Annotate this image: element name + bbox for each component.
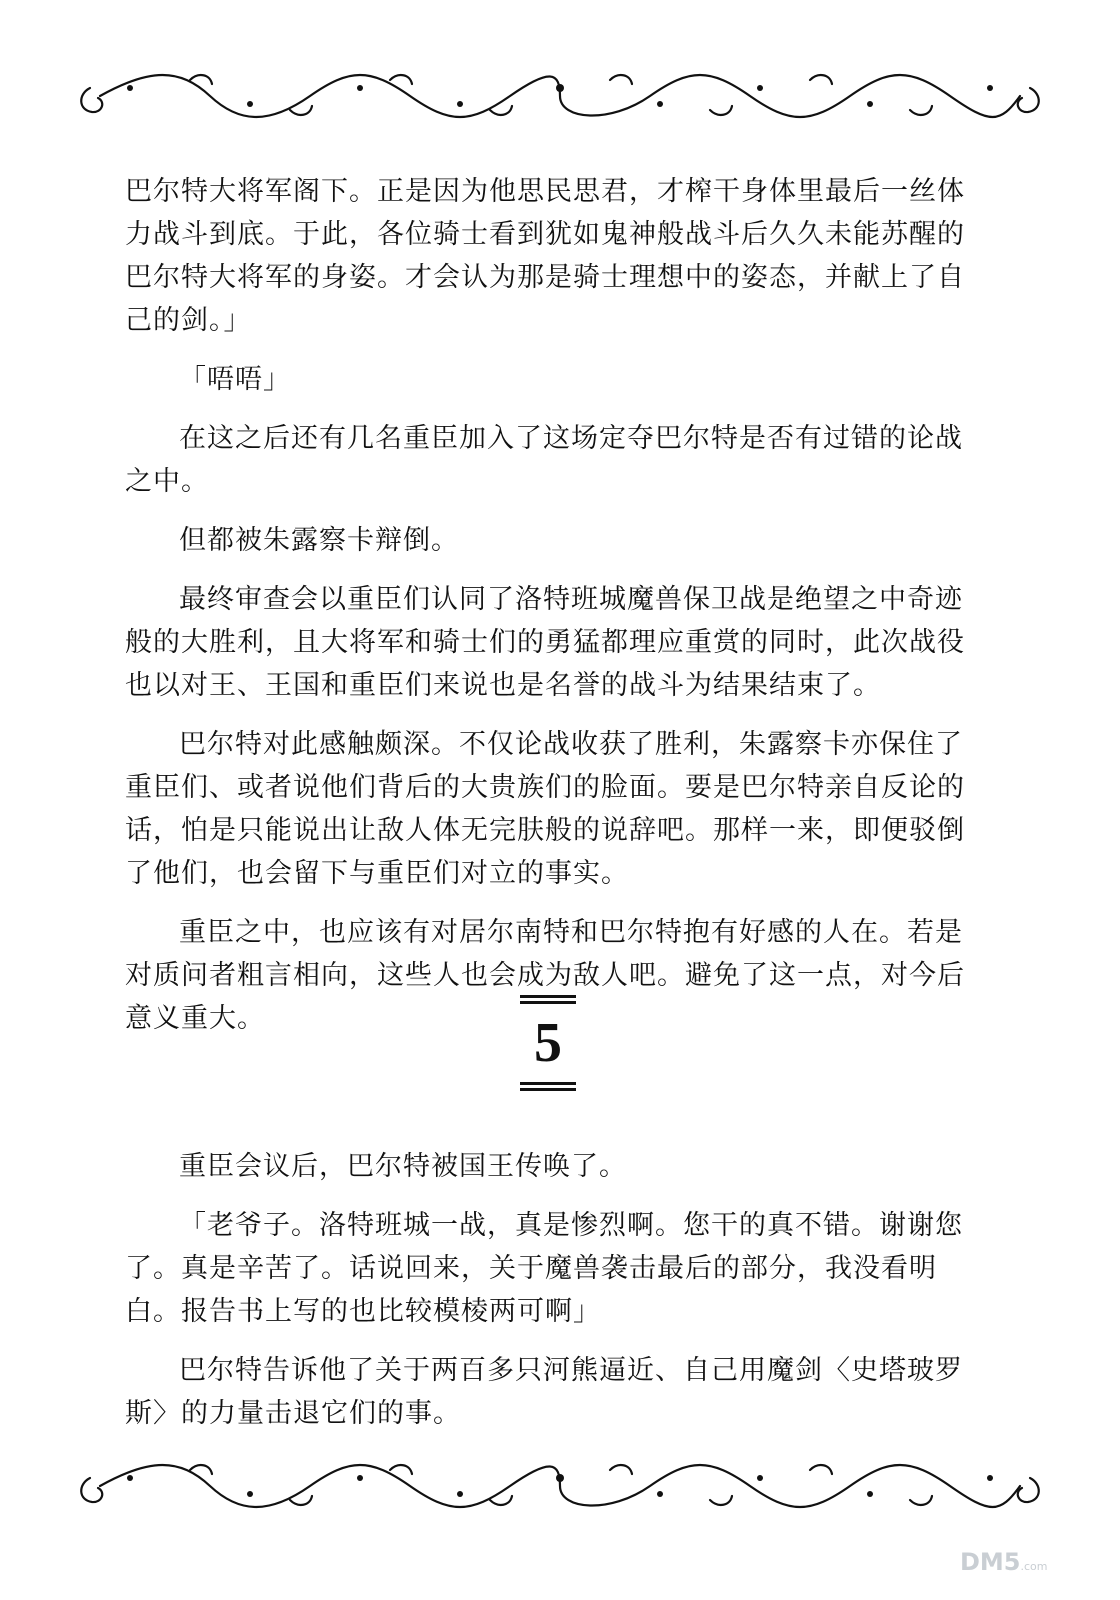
watermark-suffix: .com bbox=[1020, 1560, 1048, 1573]
divider bbox=[520, 1088, 576, 1091]
chapter-heading bbox=[520, 992, 576, 1102]
watermark-brand: DM5 bbox=[960, 1548, 1021, 1576]
body-text-lower bbox=[125, 1145, 985, 1451]
top-ornament-border bbox=[70, 58, 1050, 128]
divider bbox=[520, 1082, 576, 1085]
bottom-ornament-border bbox=[70, 1448, 1050, 1518]
scroll-vine-border-icon bbox=[70, 1448, 1050, 1518]
chapter-number: 5 bbox=[534, 1012, 562, 1074]
divider bbox=[520, 995, 576, 998]
paragraph: 重臣会议后，巴尔特被国王传唤了。 bbox=[179, 1151, 627, 1182]
watermark-logo bbox=[960, 1548, 1048, 1576]
scroll-vine-border-icon bbox=[70, 58, 1050, 128]
paragraph: 「老爷子。洛特班城一战，真是惨烈啊。您干的真不错。谢谢您了。真是辛苦了。话说回来，关于魔兽袭击最后的部分，我没看明白。报告书上写的也比较模棱两可啊」 bbox=[125, 1210, 963, 1327]
paragraph: 巴尔特对此感触颇深。不仅论战收获了胜利，朱露察卡亦保住了重臣们、或者说他们背后的大贵族们的脸面。要是巴尔特亲自反论的话，怕是只能说出让敌人体无完肤般的说辞吧。那样一来，即便驳倒了他们，也会留下与重臣们对立的事实。 bbox=[125, 729, 965, 889]
paragraph: 巴尔特告诉他了关于两百多只河熊逼近、自己用魔剑〈史塔玻罗斯〉的力量击退它们的事。 bbox=[125, 1355, 963, 1429]
paragraph: 最终审查会以重臣们认同了洛特班城魔兽保卫战是绝望之中奇迹般的大胜利，且大将军和骑士们的勇猛都理应重赏的同时，此次战役也以对王、王国和重臣们来说也是名誉的战斗为结果结束了。 bbox=[125, 584, 965, 701]
body-text-upper bbox=[125, 170, 985, 1056]
paragraph: 重臣之中，也应该有对居尔南特和巴尔特抱有好感的人在。若是对质问者粗言相向，这些人也会成为敌人吧。避免了这一点，对今后意义重大。 bbox=[125, 917, 965, 1034]
divider bbox=[520, 1001, 576, 1004]
paragraph: 「唔唔」 bbox=[179, 364, 291, 395]
paragraph: 在这之后还有几名重臣加入了这场定夺巴尔特是否有过错的论战之中。 bbox=[125, 423, 963, 497]
paragraph: 巴尔特大将军阁下。正是因为他思民思君，才榨干身体里最后一丝体力战斗到底。于此，各位骑士看到犹如鬼神般战斗后久久未能苏醒的巴尔特大将军的身姿。才会认为那是骑士理想中的姿态，并献上了自己的剑。」 bbox=[125, 176, 965, 336]
paragraph: 但都被朱露察卡辩倒。 bbox=[179, 525, 459, 556]
